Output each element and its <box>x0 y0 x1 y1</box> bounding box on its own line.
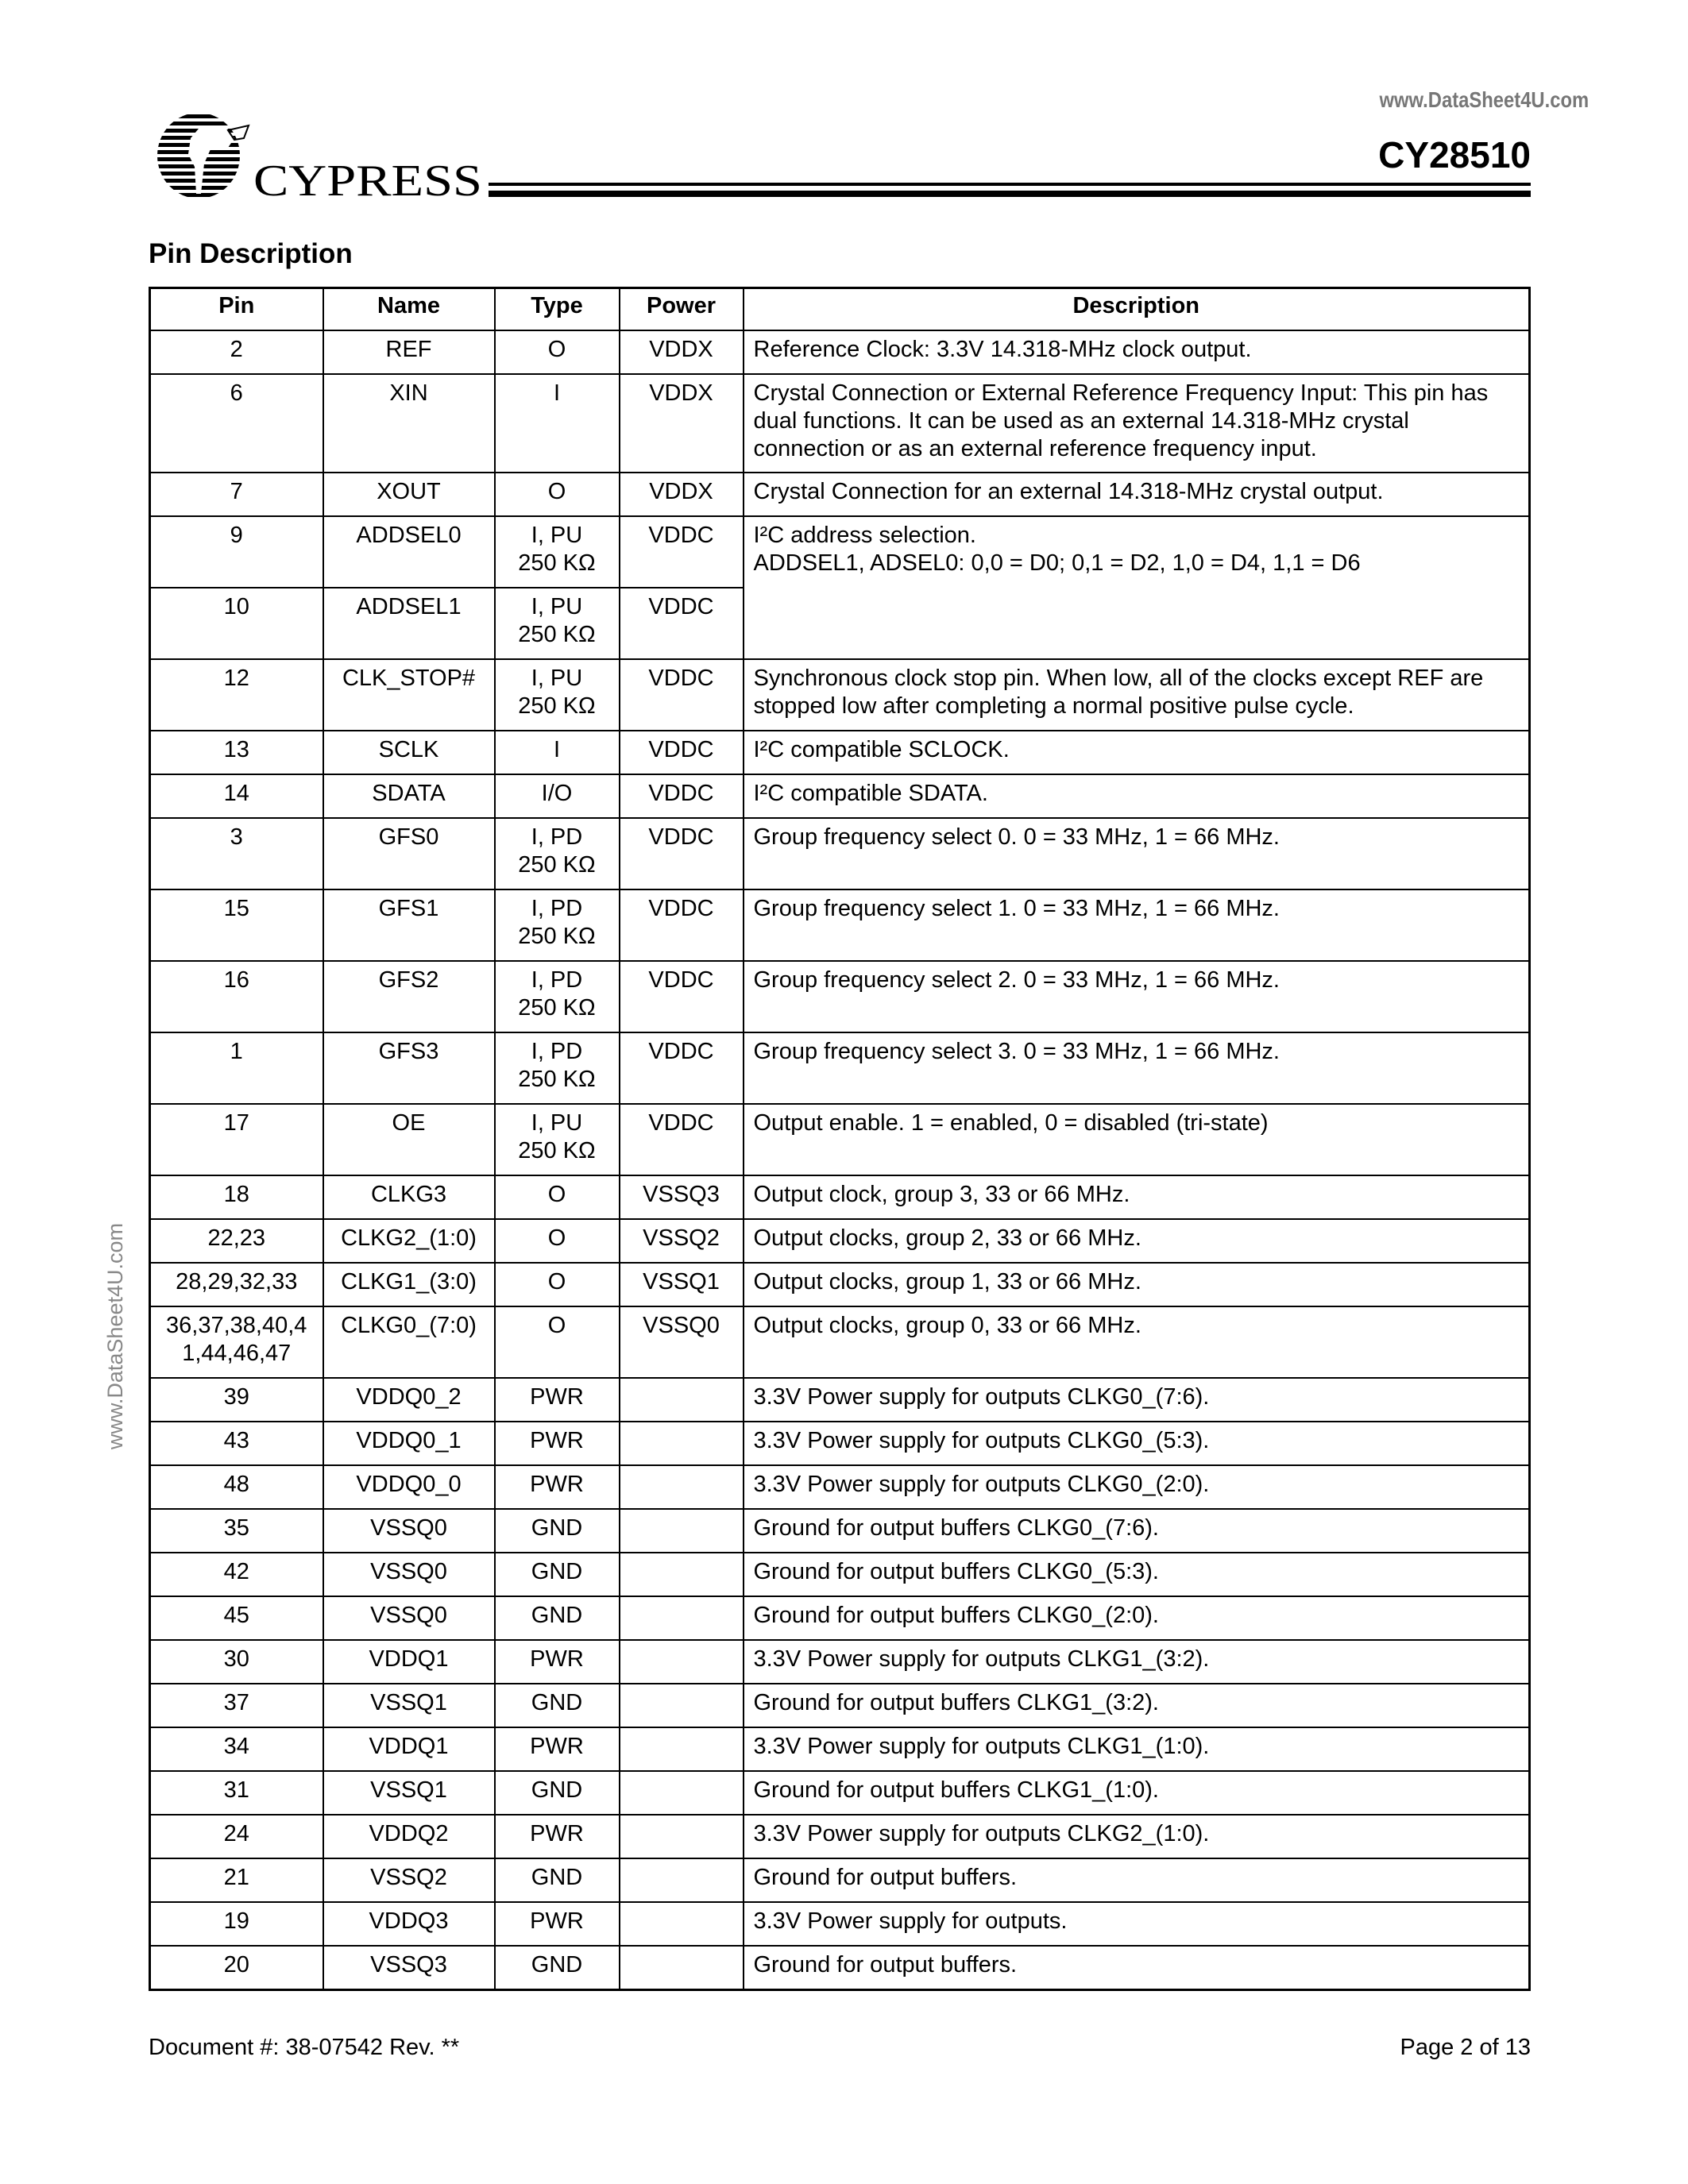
type-cell: O <box>495 473 620 516</box>
name-cell: VSSQ2 <box>323 1858 495 1902</box>
table-row <box>150 1858 1530 1902</box>
table-row <box>150 1219 1530 1263</box>
table-row <box>150 1553 1530 1596</box>
pin-cell: 22,23 <box>150 1219 323 1263</box>
table-row <box>150 1422 1530 1465</box>
table-row <box>150 1104 1530 1175</box>
footer <box>149 2035 1531 2061</box>
pin-cell: 7 <box>150 473 323 516</box>
pin-cell: 19 <box>150 1902 323 1946</box>
type-cell: PWR <box>495 1815 620 1858</box>
description-cell: Crystal Connection or External Reference Frequency Input: This pin has dual functions. It can be used as an external 14.318-MHz crystal connection or as an external reference frequency input. <box>744 374 1530 473</box>
table-row <box>150 1306 1530 1378</box>
table-row <box>150 818 1530 889</box>
name-cell: GFS1 <box>323 889 495 961</box>
section-title: Pin Description <box>149 238 353 269</box>
watermark-top: www.DataSheet4U.com <box>1379 87 1589 112</box>
pin-cell: 2 <box>150 330 323 374</box>
table-row <box>150 1032 1530 1104</box>
power-cell: VDDC <box>620 889 744 961</box>
power-cell <box>620 1465 744 1509</box>
pin-cell: 3 <box>150 818 323 889</box>
power-cell: VDDC <box>620 588 744 659</box>
name-cell: VSSQ0 <box>323 1509 495 1553</box>
pin-cell: 45 <box>150 1596 323 1640</box>
type-cell: PWR <box>495 1378 620 1422</box>
column-header-description: Description <box>744 288 1530 331</box>
pin-cell: 43 <box>150 1422 323 1465</box>
type-cell: GND <box>495 1596 620 1640</box>
name-cell: OE <box>323 1104 495 1175</box>
table-row <box>150 774 1530 818</box>
power-cell: VDDC <box>620 774 744 818</box>
name-cell: REF <box>323 330 495 374</box>
name-cell: XIN <box>323 374 495 473</box>
description-cell: I²C address selection. ADDSEL1, ADSEL0: 0,0 = D0; 0,1 = D2, 1,0 = D4, 1,1 = D6 <box>744 516 1530 659</box>
column-header-name: Name <box>323 288 495 331</box>
description-cell: I²C compatible SCLOCK. <box>744 731 1530 774</box>
description-cell: Output clock, group 3, 33 or 66 MHz. <box>744 1175 1530 1219</box>
table-row <box>150 889 1530 961</box>
power-cell: VSSQ3 <box>620 1175 744 1219</box>
description-cell: 3.3V Power supply for outputs CLKG0_(2:0). <box>744 1465 1530 1509</box>
description-cell: Output enable. 1 = enabled, 0 = disabled (tri-state) <box>744 1104 1530 1175</box>
table-row <box>150 1815 1530 1858</box>
name-cell: VDDQ0_2 <box>323 1378 495 1422</box>
type-cell: I, PD 250 KΩ <box>495 961 620 1032</box>
name-cell: VDDQ1 <box>323 1727 495 1771</box>
name-cell: SCLK <box>323 731 495 774</box>
name-cell: GFS3 <box>323 1032 495 1104</box>
table-row <box>150 659 1530 731</box>
table-row <box>150 1771 1530 1815</box>
power-cell <box>620 1815 744 1858</box>
pin-cell: 31 <box>150 1771 323 1815</box>
name-cell: GFS2 <box>323 961 495 1032</box>
pin-cell: 20 <box>150 1946 323 1989</box>
pin-cell: 21 <box>150 1858 323 1902</box>
description-cell: Output clocks, group 0, 33 or 66 MHz. <box>744 1306 1530 1378</box>
type-cell: I/O <box>495 774 620 818</box>
power-cell: VDDC <box>620 961 744 1032</box>
description-cell: 3.3V Power supply for outputs CLKG0_(7:6). <box>744 1378 1530 1422</box>
description-cell: Ground for output buffers CLKG1_(1:0). <box>744 1771 1530 1815</box>
name-cell: VSSQ3 <box>323 1946 495 1989</box>
type-cell: GND <box>495 1509 620 1553</box>
type-cell: I, PU 250 KΩ <box>495 588 620 659</box>
description-cell: Ground for output buffers. <box>744 1858 1530 1902</box>
table-row <box>150 516 1530 588</box>
power-cell <box>620 1771 744 1815</box>
table-row <box>150 1640 1530 1684</box>
description-cell: Synchronous clock stop pin. When low, all of the clocks except REF are stopped low after completing a normal positive pulse cycle. <box>744 659 1530 731</box>
power-cell <box>620 1902 744 1946</box>
power-cell <box>620 1422 744 1465</box>
type-cell: I, PU 250 KΩ <box>495 659 620 731</box>
table-row <box>150 374 1530 473</box>
table-row <box>150 1509 1530 1553</box>
description-cell: I²C compatible SDATA. <box>744 774 1530 818</box>
power-cell <box>620 1684 744 1727</box>
description-cell: Reference Clock: 3.3V 14.318-MHz clock output. <box>744 330 1530 374</box>
type-cell: I <box>495 374 620 473</box>
description-cell: 3.3V Power supply for outputs CLKG0_(5:3). <box>744 1422 1530 1465</box>
type-cell: PWR <box>495 1422 620 1465</box>
type-cell: PWR <box>495 1727 620 1771</box>
pin-cell: 6 <box>150 374 323 473</box>
power-cell: VSSQ2 <box>620 1219 744 1263</box>
description-cell: Ground for output buffers CLKG0_(7:6). <box>744 1509 1530 1553</box>
power-cell: VDDX <box>620 374 744 473</box>
name-cell: VDDQ1 <box>323 1640 495 1684</box>
power-cell: VDDX <box>620 330 744 374</box>
power-cell: VDDC <box>620 1104 744 1175</box>
name-cell: CLKG0_(7:0) <box>323 1306 495 1378</box>
power-cell: VDDX <box>620 473 744 516</box>
name-cell: VDDQ2 <box>323 1815 495 1858</box>
power-cell <box>620 1509 744 1553</box>
pin-cell: 10 <box>150 588 323 659</box>
description-cell: Ground for output buffers. <box>744 1946 1530 1989</box>
power-cell <box>620 1946 744 1989</box>
pin-cell: 15 <box>150 889 323 961</box>
type-cell: I, PU 250 KΩ <box>495 1104 620 1175</box>
type-cell: I, PD 250 KΩ <box>495 1032 620 1104</box>
description-cell: Output clocks, group 1, 33 or 66 MHz. <box>744 1263 1530 1306</box>
power-cell: VSSQ1 <box>620 1263 744 1306</box>
table-row <box>150 1727 1530 1771</box>
name-cell: VSSQ0 <box>323 1596 495 1640</box>
type-cell: O <box>495 1306 620 1378</box>
document-number: Document #: 38-07542 Rev. ** <box>149 2035 460 2060</box>
pin-cell: 1 <box>150 1032 323 1104</box>
pin-cell: 30 <box>150 1640 323 1684</box>
name-cell: XOUT <box>323 473 495 516</box>
name-cell: VDDQ3 <box>323 1902 495 1946</box>
pin-cell: 14 <box>150 774 323 818</box>
name-cell: ADDSEL0 <box>323 516 495 588</box>
power-cell: VDDC <box>620 659 744 731</box>
description-cell: 3.3V Power supply for outputs. <box>744 1902 1530 1946</box>
pin-cell: 28,29,32,33 <box>150 1263 323 1306</box>
power-cell: VSSQ0 <box>620 1306 744 1378</box>
description-cell: Group frequency select 1. 0 = 33 MHz, 1 = 66 MHz. <box>744 889 1530 961</box>
power-cell <box>620 1596 744 1640</box>
table-row <box>150 1946 1530 1989</box>
column-header-power: Power <box>620 288 744 331</box>
name-cell: VDDQ0_0 <box>323 1465 495 1509</box>
pin-cell: 36,37,38,40,4 1,44,46,47 <box>150 1306 323 1378</box>
pin-cell: 18 <box>150 1175 323 1219</box>
type-cell: GND <box>495 1771 620 1815</box>
table-row <box>150 1263 1530 1306</box>
name-cell: GFS0 <box>323 818 495 889</box>
column-header-pin: Pin <box>150 288 323 331</box>
name-cell: CLKG2_(1:0) <box>323 1219 495 1263</box>
table-row <box>150 330 1530 374</box>
description-cell: 3.3V Power supply for outputs CLKG1_(3:2). <box>744 1640 1530 1684</box>
table-header-row <box>150 288 1530 331</box>
pin-cell: 12 <box>150 659 323 731</box>
pin-cell: 39 <box>150 1378 323 1422</box>
description-cell: Group frequency select 0. 0 = 33 MHz, 1 = 66 MHz. <box>744 818 1530 889</box>
description-cell: Output clocks, group 2, 33 or 66 MHz. <box>744 1219 1530 1263</box>
watermark-side: www.DataSheet4U.com <box>103 1223 127 1450</box>
pin-cell: 34 <box>150 1727 323 1771</box>
power-cell <box>620 1858 744 1902</box>
description-cell: 3.3V Power supply for outputs CLKG2_(1:0). <box>744 1815 1530 1858</box>
table-row <box>150 1378 1530 1422</box>
name-cell: VSSQ1 <box>323 1684 495 1727</box>
pin-cell: 24 <box>150 1815 323 1858</box>
table-row <box>150 1465 1530 1509</box>
table-row <box>150 1684 1530 1727</box>
description-cell: Group frequency select 2. 0 = 33 MHz, 1 = 66 MHz. <box>744 961 1530 1032</box>
type-cell: I <box>495 731 620 774</box>
type-cell: GND <box>495 1553 620 1596</box>
name-cell: ADDSEL1 <box>323 588 495 659</box>
type-cell: O <box>495 1175 620 1219</box>
type-cell: O <box>495 1219 620 1263</box>
type-cell: PWR <box>495 1465 620 1509</box>
type-cell: GND <box>495 1946 620 1989</box>
power-cell: VDDC <box>620 1032 744 1104</box>
type-cell: GND <box>495 1858 620 1902</box>
table-body <box>150 330 1530 1989</box>
name-cell: CLK_STOP# <box>323 659 495 731</box>
description-cell: 3.3V Power supply for outputs CLKG1_(1:0). <box>744 1727 1530 1771</box>
type-cell: PWR <box>495 1902 620 1946</box>
pin-cell: 9 <box>150 516 323 588</box>
pin-cell: 37 <box>150 1684 323 1727</box>
page-number: Page 2 of 13 <box>1400 2035 1531 2060</box>
power-cell <box>620 1553 744 1596</box>
power-cell: VDDC <box>620 731 744 774</box>
column-header-type: Type <box>495 288 620 331</box>
type-cell: O <box>495 1263 620 1306</box>
header-rule-thin <box>489 183 1531 186</box>
name-cell: VSSQ0 <box>323 1553 495 1596</box>
power-cell <box>620 1378 744 1422</box>
name-cell: SDATA <box>323 774 495 818</box>
pin-cell: 13 <box>150 731 323 774</box>
type-cell: I, PU 250 KΩ <box>495 516 620 588</box>
description-cell: Ground for output buffers CLKG1_(3:2). <box>744 1684 1530 1727</box>
name-cell: VDDQ0_1 <box>323 1422 495 1465</box>
power-cell <box>620 1727 744 1771</box>
type-cell: O <box>495 330 620 374</box>
table-row <box>150 1902 1530 1946</box>
power-cell: VDDC <box>620 516 744 588</box>
description-cell: Ground for output buffers CLKG0_(5:3). <box>744 1553 1530 1596</box>
pin-cell: 16 <box>150 961 323 1032</box>
type-cell: PWR <box>495 1640 620 1684</box>
table-row <box>150 1596 1530 1640</box>
description-cell: Group frequency select 3. 0 = 33 MHz, 1 = 66 MHz. <box>744 1032 1530 1104</box>
name-cell: CLKG3 <box>323 1175 495 1219</box>
pin-cell: 35 <box>150 1509 323 1553</box>
table-row <box>150 731 1530 774</box>
type-cell: GND <box>495 1684 620 1727</box>
power-cell: VDDC <box>620 818 744 889</box>
cypress-logo-icon <box>155 111 489 199</box>
type-cell: I, PD 250 KΩ <box>495 818 620 889</box>
pin-cell: 17 <box>150 1104 323 1175</box>
power-cell <box>620 1640 744 1684</box>
description-cell: Ground for output buffers CLKG0_(2:0). <box>744 1596 1530 1640</box>
pin-cell: 48 <box>150 1465 323 1509</box>
pin-description-table <box>149 287 1531 1991</box>
logo-text: CYPRESS <box>253 156 482 199</box>
part-number: CY28510 <box>1378 134 1531 176</box>
name-cell: VSSQ1 <box>323 1771 495 1815</box>
description-cell: Crystal Connection for an external 14.318-MHz crystal output. <box>744 473 1530 516</box>
table-row <box>150 473 1530 516</box>
type-cell: I, PD 250 KΩ <box>495 889 620 961</box>
pin-cell: 42 <box>150 1553 323 1596</box>
cypress-logo <box>155 111 489 203</box>
header-rule-thick <box>489 191 1531 197</box>
table-row <box>150 1175 1530 1219</box>
name-cell: CLKG1_(3:0) <box>323 1263 495 1306</box>
table-row <box>150 961 1530 1032</box>
